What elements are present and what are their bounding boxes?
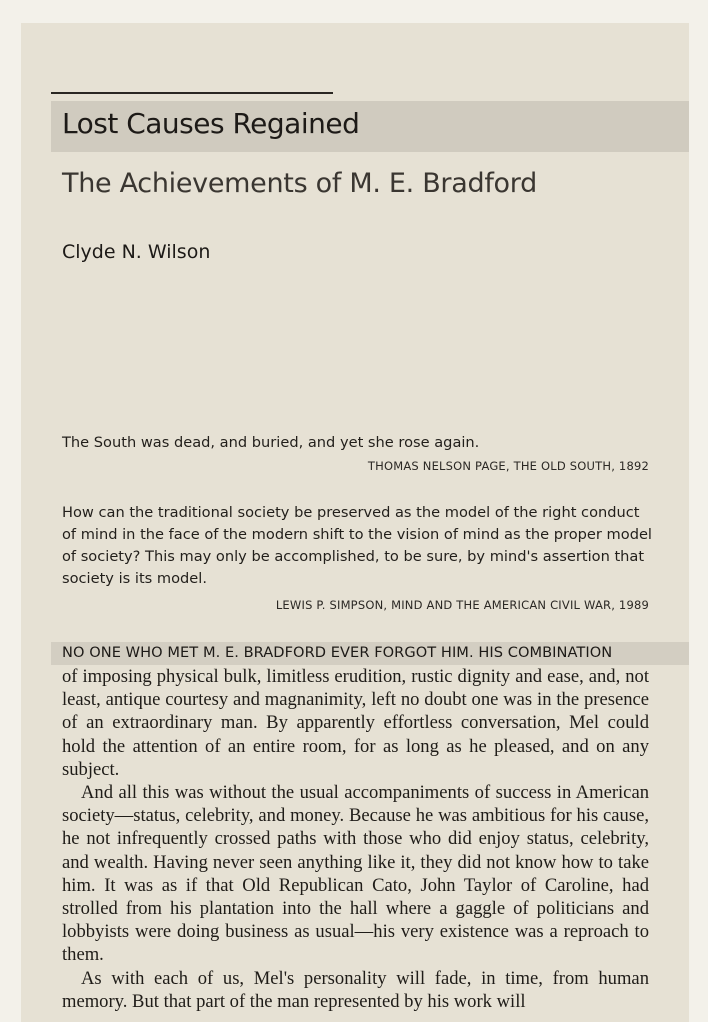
epigraph-1-attribution: THOMAS NELSON PAGE, THE OLD SOUTH, 1892 — [367, 459, 649, 473]
article-body — [62, 665, 649, 1013]
article-subtitle: The Achievements of M. E. Bradford — [62, 168, 537, 199]
body-paragraph-1: of imposing physical bulk, limitless erudition, rustic dignity and ease, and, not least, antique courtesy and magnanimity, left no doubt one was in the presence of an extraordinary man. By apparently effortless conversation, Mel could hold the attention of an entire room, for as long as he pleased, and on any subject. — [62, 666, 649, 780]
title-rule — [51, 92, 333, 94]
body-paragraph-3: As with each of us, Mel's personality will fade, in time, from human memory. But that part of the man represented by his work will — [62, 967, 649, 1012]
author-byline: Clyde N. Wilson — [62, 241, 211, 263]
epigraph-2-text: How can the traditional society be preserved as the model of the right conduct of mind in the face of the modern shift to the vision of mind as the proper model of society? This may only be accomplished, to be sure, by mind's assertion that society is its model. — [62, 504, 652, 587]
epigraph-1-text: The South was dead, and buried, and yet she rose again. — [62, 434, 480, 451]
document-page — [21, 23, 689, 1022]
epigraph-2-attribution: LEWIS P. SIMPSON, MIND AND THE AMERICAN CIVIL WAR, 1989 — [275, 598, 649, 612]
lead-in-caps: NO ONE WHO MET M. E. BRADFORD EVER FORGOT HIM. HIS COMBINATION — [62, 644, 613, 661]
body-paragraph-2: And all this was without the usual accompaniments of success in American society—status, celebrity, and money. Because he was ambitious for his cause, he not infrequently crossed paths with those who did enjoy status, celebrity, and wealth. Having never seen anything like it, they did not know how to take him. It was as if that Old Republican Cato, John Taylor of Caroline, had strolled from his plantation into the hall where a gaggle of politicians and lobbyists were doing business as usual—his very existence was a reproach to them. — [62, 782, 649, 966]
article-title: Lost Causes Regained — [62, 107, 360, 140]
